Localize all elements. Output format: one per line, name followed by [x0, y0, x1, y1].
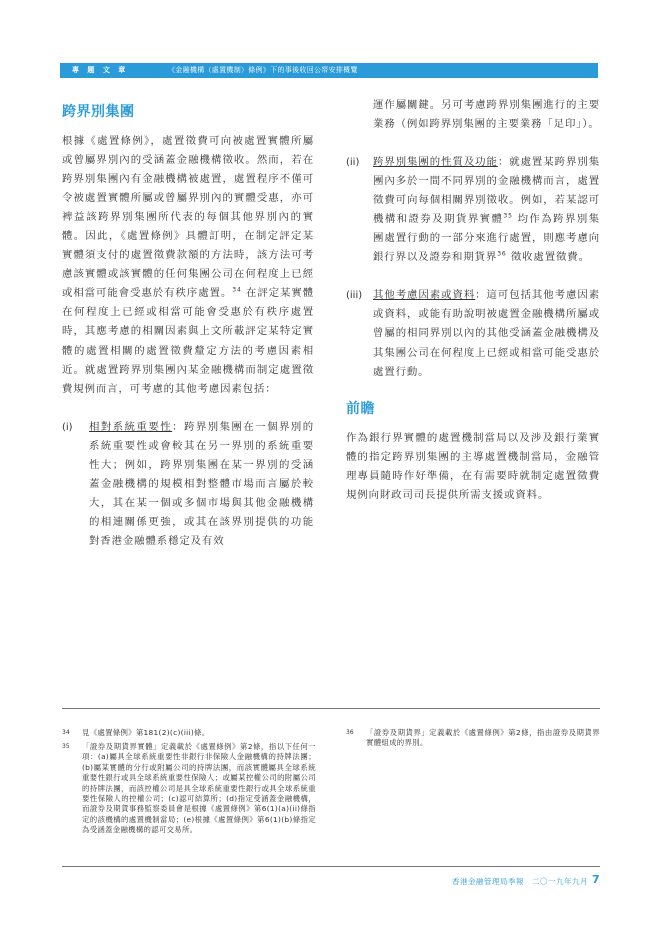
list-marker-i: (i) [62, 421, 73, 433]
list-item-i [62, 418, 314, 551]
footnote-divider [62, 708, 600, 709]
list-body-ii-1: ：就處置某跨界別集團內多於一間不同界別的金融機構而言，處置徵費可向每個相關界別徵收。例如，若某認可機構和證券及期貨界實體 [373, 156, 600, 226]
footnote-36 [346, 728, 600, 749]
intro-paragraph [62, 132, 314, 399]
intro-text-2: 在評定某實體在何程度上已經或相當可能會受惠於有秩序處置時，其應考慮的相關因素與上文所載評定某特定實體的處置相關的處置徵費釐定方法的考慮因素相近。就處置跨界別集團內某金融機構而制定處置徵費規例而言，可考慮的其他考慮因素包括： [62, 287, 315, 395]
right-column [346, 96, 600, 505]
list-marker-ii: (ii) [346, 157, 360, 169]
list-text-i [89, 418, 314, 551]
term-relative-importance: 相對系統重要性 [89, 420, 173, 433]
header-bar [60, 63, 598, 78]
footnote-ref-34[interactable]: 34 [232, 286, 242, 294]
list-body-ii-3: 徵收處置徵費。 [506, 251, 590, 264]
list-text-ii [373, 153, 600, 267]
footnote-text-35: 「證券及期貨界實體」定義載於《處置條例》第2條，指以下任何一項：(a)屬具全球系統重要性非銀行非保險人金融機構的持牌法團；(b)屬某實體的分行或附屬公司的持牌法團，而該實體屬具全球系統重要性銀行或具全球系統重要性保險人；或屬某控權公司的附屬公司的持牌法團，而該控權公司是具全球系統重要性銀行或具全球系統重要性保險人的控權公司；(c)認可結算所；(d)指定受涵蓋金融機構，而證券及期貨事務監察委員會是根據《處置條例》第6(1)(a)(ii)條指定的該機構的處置機制當局；(e)根據《處置條例》第6(1)(b)條指定為受涵蓋金融機構的認可交易所。 [82, 742, 316, 835]
list-body-iii: ：這可包括其他考慮因素或資料，或能有助說明被處置金融機構所屬或曾屬的相同界別以內的其他受涵蓋金融機構及其集團公司在何程度上已經或相當可能受惠於處置行動。 [373, 289, 600, 378]
footnote-34 [62, 728, 316, 738]
footnote-ref-36[interactable]: 36 [497, 250, 507, 258]
footnote-number-35: 35 [62, 743, 70, 750]
footnote-35 [62, 742, 316, 836]
footnote-ref-35[interactable]: 35 [503, 212, 513, 220]
footnote-text-34: 見《處置條例》第181(2)(c)(iii)條。 [82, 728, 210, 737]
list-item-ii [346, 153, 600, 267]
footer-divider [62, 866, 600, 867]
section-heading-outlook: 前瞻 [346, 400, 375, 417]
list-marker-iii: (iii) [346, 290, 363, 302]
footer-publication: 香港金融管理局季報 二〇一九年九月 [452, 877, 588, 886]
list-body-i: ：跨界別集團在一個界別的系統重要性或會較其在另一界別的系統重要性大；例如，跨界別集團在某一界別的受涵蓋金融機構的規模相對整體市場而言屬於較大，其在某一個或多個市場與其他金融機構的相連關係更強，或其在該界別提供的功能對香港金融體系穩定及有效 [89, 420, 314, 547]
list-body-ii-2: 均作為跨界別集團處置行動的一部分來進行處置，則應考慮向銀行界以及證券和期貨界 [373, 213, 600, 264]
page-number: 7 [592, 873, 600, 886]
left-column [62, 96, 314, 551]
intro-text-1: 根據《處置條例》，處置徵費可向被處置實體所屬或曾屬界別內的受涵蓋金融機構徵收。然而，若在跨界別集團內有金融機構被處置，處置程序不僅可令被處置實體所屬或曾屬界別內的實體受惠，亦可裨益該跨界別集團所代表的每個其他界別內的實體。因此，《處置條例》具體訂明，在制定評定某實體須支付的處置徵費款額的方法時，該方法可考慮該實體或該實體的任何集團公司在何程度上已經或相當可能會受惠於有秩序處置。 [62, 135, 314, 300]
header-article-title: 《金融機構（處置機制）條例》下的事後收回公帑安排概覽 [168, 66, 358, 74]
section-heading-cross-sector: 跨界別集團 [62, 104, 135, 120]
header-section-label: 專 題 文 章 [72, 66, 129, 74]
footnote-number-34: 34 [62, 729, 70, 736]
outlook-paragraph: 作為銀行界實體的處置機制當局以及涉及銀行業實體的指定跨界別集團的主導處置機制當局，金融管理專員隨時作好準備，在有需要時就制定處置徵費規例向財政司司長提供所需支援或資料。 [346, 431, 600, 501]
continued-text: 運作屬關鍵。另可考慮跨界別集團進行的主要業務（例如跨界別集團的主要業務「足印」）。 [373, 99, 600, 131]
list-item-iii [346, 286, 600, 381]
list-text-iii [373, 286, 600, 381]
footnote-number-36: 36 [346, 729, 354, 736]
footnote-text-36: 「證券及期貨界」定義載於《處置條例》第2條，指由證券及期貨界實體組成的界別。 [366, 728, 600, 748]
term-other-factors: 其他考慮因素或資料 [373, 289, 476, 302]
term-group-nature: 跨界別集團的性質及功能 [373, 156, 498, 169]
